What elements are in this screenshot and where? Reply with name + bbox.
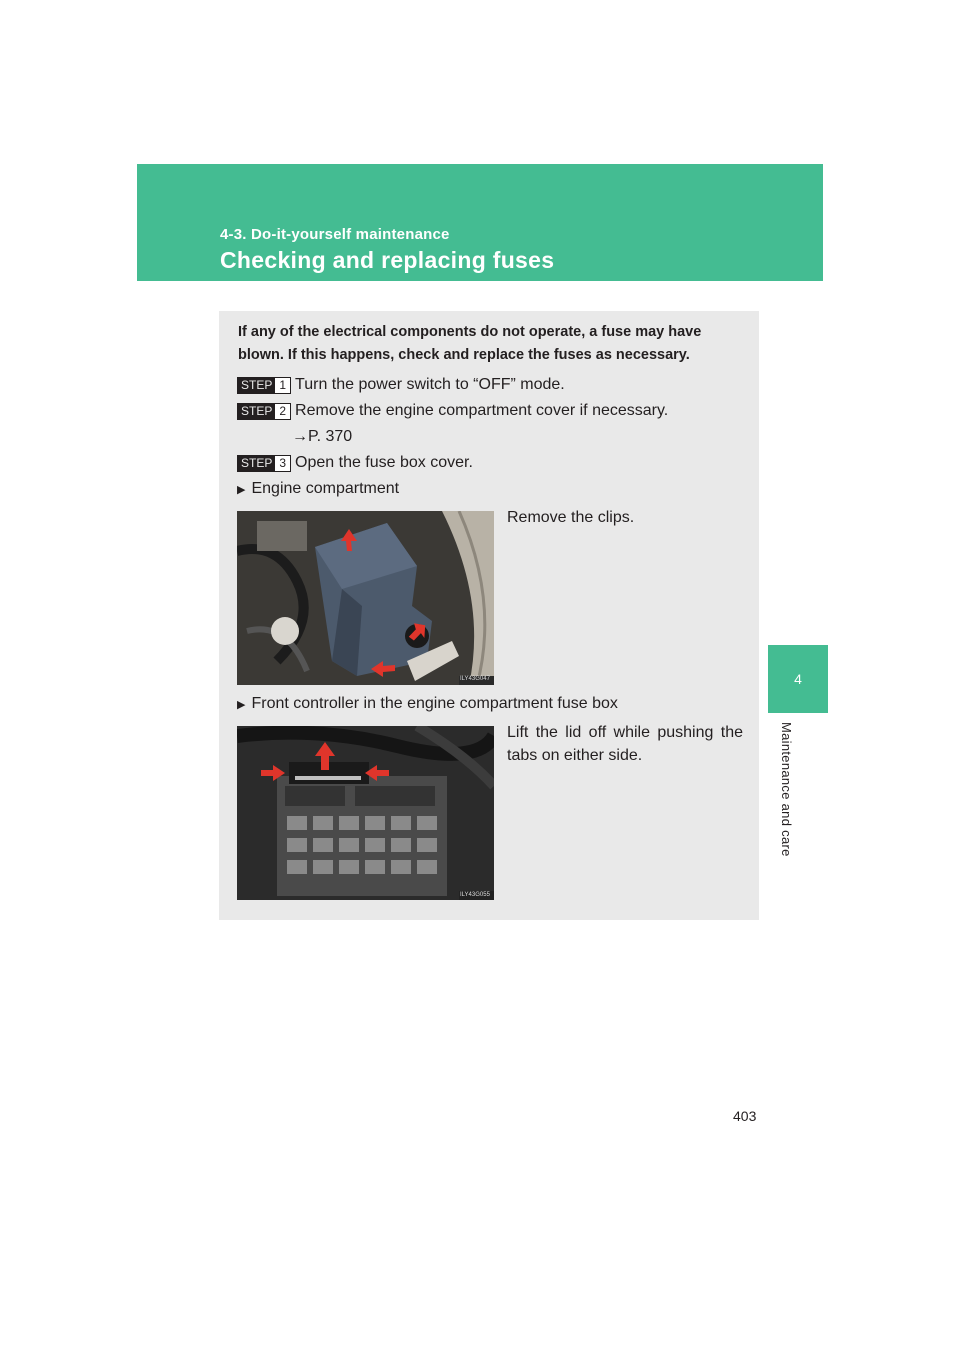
triangle-bullet-icon: ▶ (237, 698, 246, 711)
chapter-number: 4 (794, 671, 802, 687)
step-3 (237, 451, 473, 475)
step-text: Turn the power switch to “OFF” mode. (295, 376, 565, 393)
section-heading-engine: ▶ Engine compartment (237, 480, 400, 497)
engine-cover-photo (237, 511, 494, 685)
page-number: 403 (733, 1108, 757, 1124)
content-panel (219, 311, 759, 920)
step-text: Remove the engine compartment cover if necessary. (295, 402, 669, 419)
chapter-tab[interactable] (768, 645, 828, 713)
step-badge: STEP 2 (237, 403, 291, 420)
image-code: ILY43G055 (460, 892, 490, 898)
fuse-box-photo (237, 726, 494, 900)
step-text: Open the fuse box cover. (295, 454, 473, 471)
header-band (137, 164, 823, 281)
intro-text: If any of the electrical components do not operate, a fuse may have blown. If this happens, check and replace the fuses as necessary. (238, 324, 702, 363)
caption-lift-lid: Lift the lid off while pushing the tabs on either side. (507, 724, 743, 764)
section-heading-fuse-box: ▶ Front controller in the engine compartment fuse box (237, 695, 618, 712)
image-code: ILY43G047 (460, 676, 490, 682)
page-title: Checking and replacing fuses (220, 247, 555, 273)
page-reference-link[interactable]: →P. 370 (292, 428, 353, 445)
section-label: 4-3. Do-it-yourself maintenance (220, 226, 450, 243)
caption-remove-clips: Remove the clips. (507, 509, 635, 526)
step-badge: STEP 3 (237, 455, 291, 472)
step-badge: STEP 1 (237, 377, 291, 394)
step-2 (237, 399, 668, 423)
chapter-label: Maintenance and care (779, 722, 794, 857)
triangle-bullet-icon: ▶ (237, 483, 246, 496)
step-1 (237, 373, 565, 397)
